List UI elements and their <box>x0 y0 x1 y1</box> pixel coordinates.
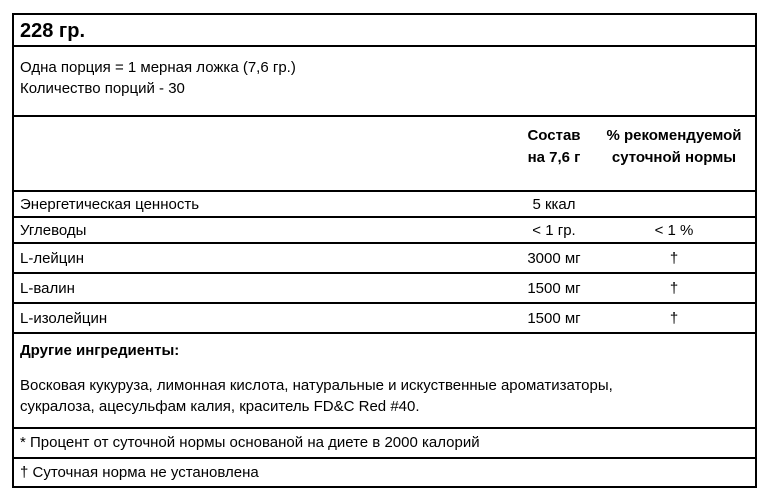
nutrient-dv: † <box>669 280 679 297</box>
dv-header-line2: суточной нормы <box>611 149 737 166</box>
nutrient-name: Углеводы <box>20 222 87 239</box>
footnote-not-established-row <box>14 459 755 488</box>
footnote-daily-value: * Процент от суточной нормы основаной на диете в 2000 калорий <box>20 434 480 451</box>
nutrient-name: Энергетическая ценность <box>20 196 200 213</box>
ingredients-row <box>14 334 755 429</box>
column-header-row <box>14 117 755 192</box>
nutrient-row-valine <box>14 274 755 304</box>
serving-size: Одна порция = 1 мерная ложка (7,6 гр.) <box>20 59 296 76</box>
nutrient-amount: 5 ккал <box>532 196 576 213</box>
supplement-facts-label <box>12 13 757 488</box>
footnote-daily-value-row <box>14 429 755 459</box>
nutrient-dv: < 1 % <box>654 222 694 239</box>
nutrient-amount: 3000 мг <box>527 250 581 267</box>
serving-info-row <box>14 47 755 117</box>
servings-count: Количество порций - 30 <box>20 80 185 97</box>
ingredients-heading: Другие ингредиенты: <box>20 342 180 359</box>
nutrient-row-carbs <box>14 218 755 244</box>
nutrient-amount: 1500 мг <box>527 310 581 327</box>
nutrient-row-isoleucine <box>14 304 755 334</box>
weight-row <box>14 15 755 47</box>
ingredients-line-2: сукралоза, ацесульфам калия, краситель FD&C Red #40. <box>20 398 420 415</box>
net-weight: 228 гр. <box>20 20 86 42</box>
nutrient-row-energy <box>14 192 755 218</box>
footnote-not-established: † Суточная норма не установлена <box>20 464 259 481</box>
nutrient-amount: < 1 гр. <box>532 222 576 239</box>
amount-header-line1: Состав <box>527 127 581 144</box>
nutrient-dv: † <box>669 310 679 327</box>
dv-header-line1: % рекомендуемой <box>606 127 742 144</box>
amount-header-line2: на 7,6 г <box>527 149 581 166</box>
nutrient-name: L-изолейцин <box>20 310 108 327</box>
nutrient-dv: † <box>669 250 679 267</box>
ingredients-line-1: Восковая кукуруза, лимонная кислота, натуральные и искуственные ароматизаторы, <box>20 377 613 394</box>
nutrient-amount: 1500 мг <box>527 280 581 297</box>
nutrient-name: L-валин <box>20 280 75 297</box>
nutrient-row-leucine <box>14 244 755 274</box>
nutrient-name: L-лейцин <box>20 250 85 267</box>
